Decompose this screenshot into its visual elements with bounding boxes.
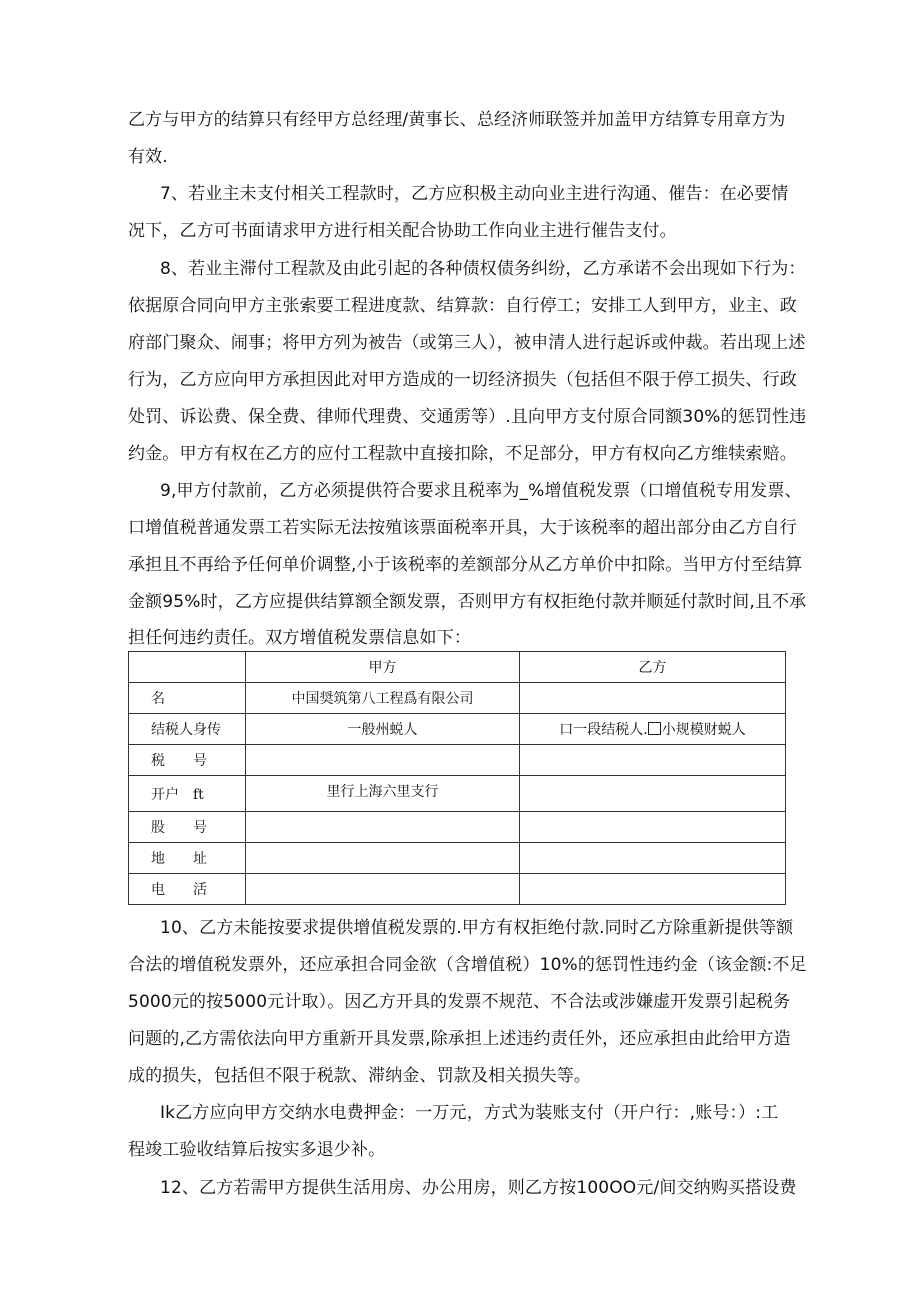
row-label: 结税人身传 <box>129 714 246 745</box>
table-row-address <box>129 843 786 874</box>
row-label: 地 址 <box>129 843 246 874</box>
clause-10-line: 10、乙方未能按要求提供增值税发票的.甲方有权拒绝付款.同时乙方除重新提供等额 <box>160 918 794 938</box>
party-a-taxpayer-type: 一般州蜕人 <box>246 714 520 745</box>
header-cell-blank <box>129 652 246 683</box>
clause-11-line: Ik乙方应向甲方交纳水电费押金：一万元，方式为装账支付（开户行：,账号：）:工 <box>160 1103 779 1123</box>
table-row-account <box>129 812 786 843</box>
clause-10-line: 合法的增值税发票外，还应承担合同金欲（含增值税）10%的惩罚性违约金（该金额:不足 <box>128 955 807 975</box>
text-line: 乙方与甲方的结算只有经甲方总经理/黄事长、总经济师联签并加盖甲方结算专用章方为 <box>128 110 786 130</box>
row-label: 税 号 <box>129 745 246 776</box>
party-a-tax-number <box>246 745 520 776</box>
clause-9-line: 口增值税普通发票工若实际无法按殖该票面税率开具，大于该税率的超出部分由乙方自行 <box>128 518 797 538</box>
row-label: 股 号 <box>129 812 246 843</box>
clause-8-line: 依据原合同向甲方主张索要工程进度款、结算款：自行停工；安排工人到甲方，业主、政 <box>128 296 797 316</box>
clause-9-line: 金额95%时，乙方应提供结算额全额发票，否则甲方有权拒绝付款并顺延付款时间,且不承 <box>128 592 807 612</box>
clause-10-line: 成的损失，包括但不限于税款、滞纳金、罚款及相关损失等。 <box>128 1066 592 1086</box>
invoice-info-table <box>128 651 786 905</box>
checkbox-small-scale[interactable] <box>648 722 661 735</box>
clause-8-line: 约金。甲方有权在乙方的应付工程款中直接扣除，不足部分，甲方有权向乙方维犊索赔。 <box>128 444 797 464</box>
party-b-taxpayer-type <box>520 714 786 745</box>
table-row-bank <box>129 776 786 812</box>
option-general-taxpayer: 一段结税人. <box>573 722 648 738</box>
clause-8-line: 8、若业主滞付工程款及由此引起的各种债权债务纠纷，乙方承诺不会出现如下行为： <box>160 259 806 279</box>
table-row-tax-number <box>129 745 786 776</box>
checkbox-general-glyph: 口 <box>559 722 574 738</box>
party-b-phone <box>520 874 786 905</box>
party-a-phone <box>246 874 520 905</box>
clause-10-line: 问题的,乙方需依法向甲方重新开具发票,除承担上述违约责任外，还应承担由此给甲方造 <box>128 1029 791 1049</box>
party-a-account <box>246 812 520 843</box>
clause-8-line: 府部门聚众、闹事；将甲方列为被告（或第三人），被申清人进行起诉或仲裁。若出现上述 <box>128 333 806 353</box>
party-a-name: 中国奨筑第八工程爲有限公司 <box>246 683 520 714</box>
clause-7-line: 7、若业主未支付相关工程款时，乙方应积极主动向业主进行沟通、催告：在必要情 <box>160 184 789 204</box>
clause-9-line: 承担且不再给予任何单价调整,小于该税率的差额部分从乙方单价中扣除。当甲方付至结算 <box>128 555 803 575</box>
clause-9-line: 9,甲方付款前，乙方必须提供符合要求且税率为_%增值税发票（口增值税专用发票、 <box>160 481 802 501</box>
clause-8-line: 行为，乙方应向甲方承担因此对甲方造成的一切经济损失（包括但不限于停工损失、行政 <box>128 370 797 390</box>
row-label: 开户 ft <box>129 776 246 812</box>
party-a-bank: 里行上海六里支行 <box>246 776 520 812</box>
clause-11-line: 程竣工验收结算后按实多退少补。 <box>128 1140 386 1160</box>
text-line: 有效. <box>128 147 168 167</box>
clause-12-line: 12、乙方若需甲方提供生活用房、办公用房，则乙方按100OO元/间交纳购买搭设费 <box>160 1178 797 1198</box>
table-row-phone <box>129 874 786 905</box>
table-row-name <box>129 683 786 714</box>
party-b-tax-number <box>520 745 786 776</box>
clause-10-line: 5000元的按5000元计取）。因乙方开具的发票不规范、不合法或涉嫌虚开发票引起税务 <box>128 992 791 1012</box>
table-header-row <box>129 652 786 683</box>
party-b-name <box>520 683 786 714</box>
clause-9-line: 担任何违约责任。双方增值税发票信息如下： <box>128 628 471 648</box>
party-a-address <box>246 843 520 874</box>
header-party-a: 甲方 <box>246 652 520 683</box>
party-b-account <box>520 812 786 843</box>
option-small-scale-taxpayer: 小规模财蜕人 <box>661 722 746 738</box>
clause-8-line: 处罚、诉讼费、保全费、律师代理费、交通雳等）.且向甲方支付原合同额30%的惩罚性违 <box>128 407 807 427</box>
party-b-address <box>520 843 786 874</box>
row-label: 名 <box>129 683 246 714</box>
row-label: 电 活 <box>129 874 246 905</box>
table-row-taxpayer-type <box>129 714 786 745</box>
party-b-bank <box>520 776 786 812</box>
header-party-b: 乙方 <box>520 652 786 683</box>
clause-7-line: 况下，乙方可书面请求甲方进行相关配合协助工作向业主进行催告支付。 <box>128 221 677 241</box>
